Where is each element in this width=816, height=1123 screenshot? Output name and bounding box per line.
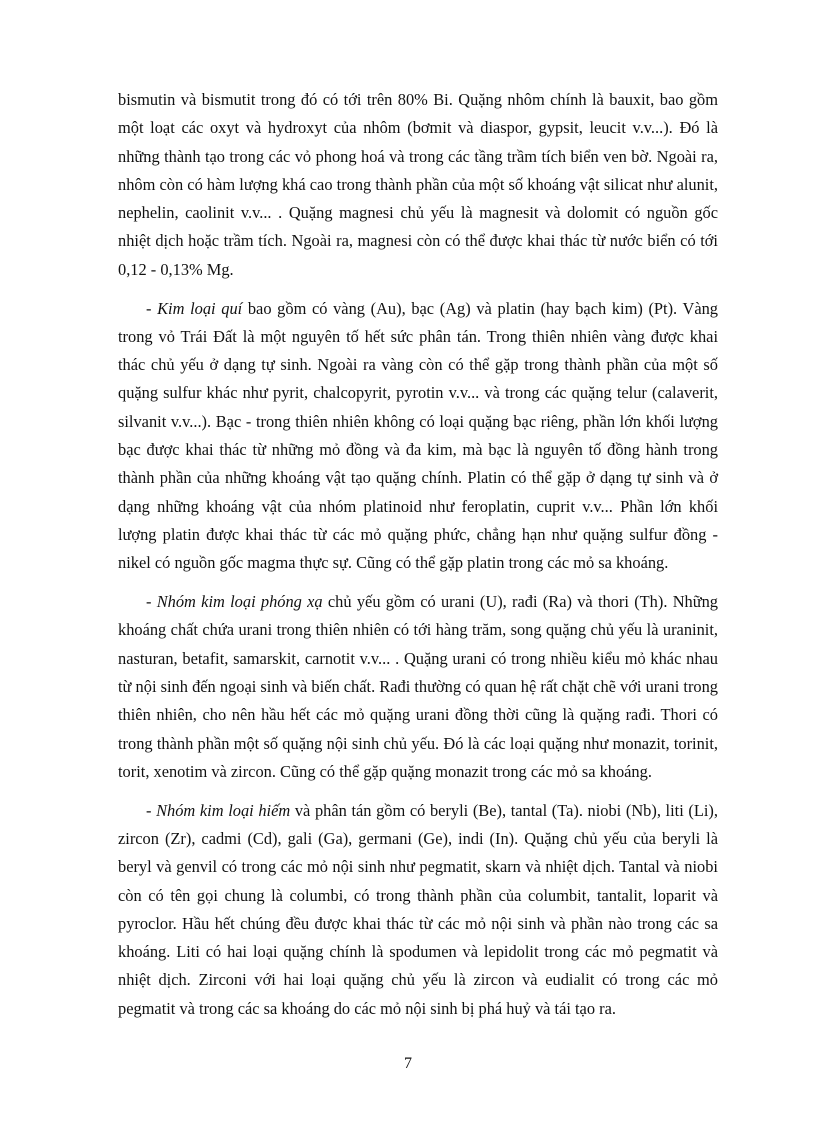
paragraph-text: chủ yếu gồm có urani (U), rađi (Ra) và thori (Th). Những khoáng chất chứa urani trong thiên nhiên có tới hàng trăm, song quặng chủ yếu là uraninit, nasturan, betafit, samarskit, carnotit v.v... . Quặng urani có trong nhiều kiểu mỏ khác nhau từ nội sinh đến ngoại sinh và biến chất. Rađi thường có quan hệ rất chặt chẽ với urani trong thiên nhiên, cho nên hầu hết các mỏ quặng urani đồng thời cũng là quặng rađi. Thori có trong thành phần một số quặng nội sinh chủ yếu. Đó là các loại quặng như monazit, torinit, torit, xenotim và zircon. Cũng có thể gặp quặng monazit trong các mỏ sa khoáng.	[118, 592, 718, 781]
term-rare-metals: - Nhóm kim loại hiếm	[146, 800, 291, 820]
paragraph-text: bao gồm có vàng (Au), bạc (Ag) và platin (hay bạch kim) (Pt). Vàng trong vỏ Trái Đất là một nguyên tố hết sức phân tán. Trong thiên nhiên vàng được khai thác chủ yếu ở dạng tự sinh. Ngoài ra vàng còn có thể gặp trong thành phần của một số quặng sulfur khác như pyrit, chalcopyrit, pyrotin v.v... và trong các quặng telur (calaverit, silvanit v.v...). Bạc - trong thiên nhiên không có loại quặng bạc riêng, phần lớn khối lượng bạc được khai thác từ những mỏ đồng và đa kim, mà bạc là nguyên tố đồng hành trong thành phần của những khoáng vật tạo quặng chính. Platin có thể gặp ở dạng tự sinh và ở dạng những khoáng vật của nhóm platinoid như feroplatin, cuprit v.v... Phần lớn khối lượng platin được khai thác từ các mỏ quặng phức, chẳng hạn như quặng sulfur đồng - nikel có nguồn gốc magma thực sự. Cũng có thể gặp platin trong các mỏ sa khoáng.	[118, 298, 718, 573]
term-radioactive-metals: - Nhóm kim loại phóng xạ	[146, 592, 323, 612]
paragraph-text: bismutin và bismutit trong đó có tới trên 80% Bi. Quặng nhôm chính là bauxit, bao gồm một loạt các oxyt và hydroxyt của nhôm (bơmit và diaspor, gypsit, leucit v.v...). Đó là những thành tạo trong các vỏ phong hoá và trong các tầng trầm tích biển ven bờ. Ngoài ra, nhôm còn có hàm lượng khá cao trong thành phần của một số khoáng vật silicat như alunit, nephelin, caolinit v.v... . Quặng magnesi chủ yếu là magnesit và dolomit có nguồn gốc nhiệt dịch hoặc trầm tích. Ngoài ra, magnesi còn có thể được khai thác từ nước biển có tới 0,12 - 0,13% Mg.	[118, 90, 718, 279]
term-precious-metals: - Kim loại quí	[146, 298, 243, 318]
body-text	[118, 86, 718, 1034]
paragraph-bauxite-magnesium	[118, 86, 718, 284]
paragraph-precious-metals	[118, 295, 718, 578]
page-number: 7	[404, 1055, 412, 1072]
paragraph-rare-metals	[118, 797, 718, 1023]
paragraph-text: và phân tán gồm có beryli (Be), tantal (Ta). niobi (Nb), liti (Li), zircon (Zr), cadmi (Cd), gali (Ga), germani (Ge), indi (In). Quặng chủ yếu của beryli là beryl và genvil có trong các mỏ nội sinh như pegmatit, skarn và nhiệt dịch. Tantal và niobi còn có tên gọi chung là columbi, có trong thành phần của columbit, tantalit, loparit và pyroclor. Hầu hết chúng đều được khai thác từ các mỏ nội sinh và phần nào trong các sa khoáng. Liti có hai loại quặng chính là spodumen và lepidolit trong các mỏ pegmatit và nhiệt dịch. Zirconi với hai loại quặng chủ yếu là zircon và eudialit có trong các mỏ pegmatit và trong các sa khoáng do các mỏ nội sinh bị phá huỷ và tái tạo ra.	[118, 800, 718, 1018]
paragraph-radioactive-metals	[118, 588, 718, 786]
